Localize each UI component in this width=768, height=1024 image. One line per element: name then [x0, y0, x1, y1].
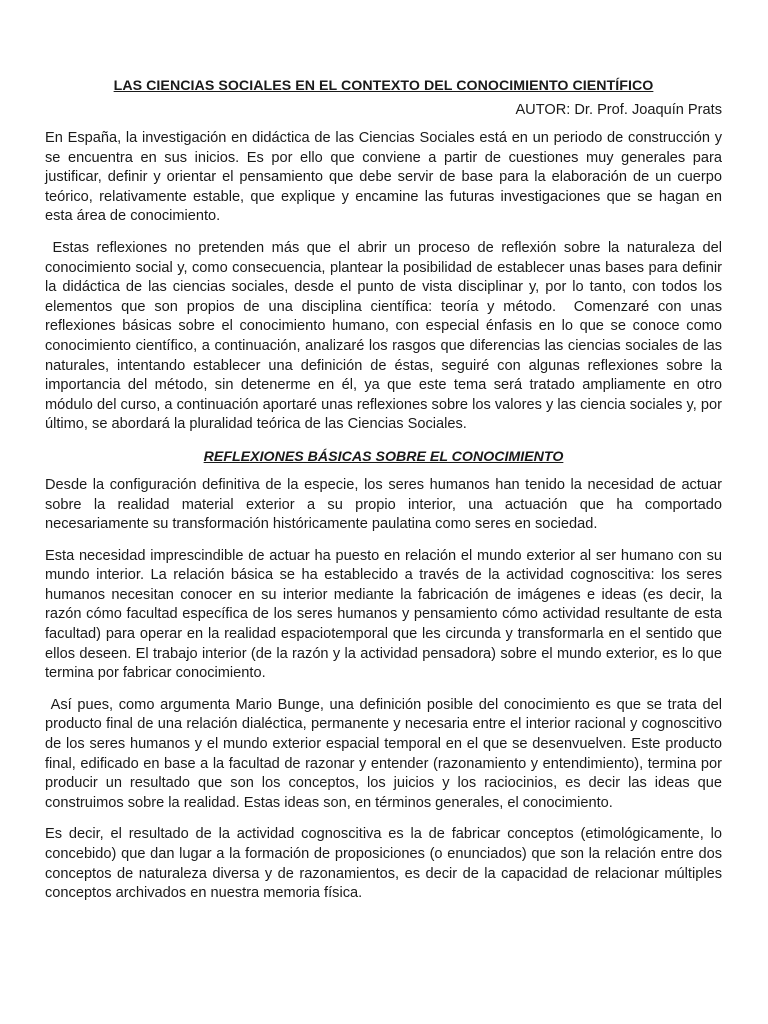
paragraph-intro-2: Estas reflexiones no pretenden más que el abrir un proceso de reflexión sobre la naturaleza del conocimiento social y, como consecuencia, plantear la posibilidad de establecer unas bases para definir la didáctica de las ciencias sociales, desde el punto de vista disciplinar y, por lo tanto, con todos los elementos que son propios de una disciplina científica: teoría y método. Comenzaré con unas reflexiones básicas sobre el conocimiento humano, con especial énfasis en lo que se conoce como conocimiento científico, a continuación, analizaré los rasgos que diferencias las ciencias sociales de las naturales, intentando establecer una definición de éstas, seguiré con algunas reflexiones sobre la importancia del método, sin detenerme en él, ya que este tema será tratado ampliamente en otro módulo del curso, a continuación aportaré unas reflexiones sobre los valores y las ciencia sociales y, por último, se abordará la pluralidad teórica de las Ciencias Sociales.: [45, 239, 727, 433]
section-title: REFLEXIONES BÁSICAS SOBRE EL CONOCIMIENTO: [203, 448, 564, 465]
document-page: [45, 76, 727, 916]
paragraph-section-3: Así pues, como argumenta Mario Bunge, una definición posible del conocimiento es que se trata del producto final de una relación dialéctica, permanente y necesaria entre el interior racional y cognoscitivo de los seres humanos y el mundo exterior espacial temporal en el que se desenvuelven. Este producto final, edificado en base a la facultad de razonar y entender (razonamiento y entendimiento), termina por producir un resultado que son los conceptos, los juicios y los raciocinios, es decir las ideas que construimos sobre la realidad. Estas ideas son, en términos generales, el conocimiento.: [45, 696, 727, 811]
paragraph-section-2: Esta necesidad imprescindible de actuar ha puesto en relación el mundo exterior al ser humano con su mundo interior. La relación básica se ha establecido a través de la actividad cognoscitiva: los seres humanos necesitan conocer en su interior mediante la fabricación de imágenes e ideas (es decir, la razón cómo facultad específica de los seres humanos y pensamiento cómo actividad resultante de esta facultad) para operar en la realidad espaciotemporal que les circunda y transformarla en el sentido que ellos deseen. El trabajo interior (de la razón y la actividad pensadora) sobre el mundo exterior, es lo que termina por fabricar conocimiento.: [45, 547, 722, 682]
document-title: LAS CIENCIAS SOCIALES EN EL CONTEXTO DEL CONOCIMIENTO CIENTÍFICO: [113, 78, 654, 94]
document-author: AUTOR: Dr. Prof. Joaquín Prats: [515, 102, 722, 118]
paragraph-section-1: Desde la configuración definitiva de la especie, los seres humanos han tenido la necesidad de actuar sobre la realidad material exterior a su propio interior, una actuación que ha comportado necesariamente su transformación históricamente paulatina como seres en sociedad.: [45, 476, 722, 533]
paragraph-intro-1: En España, la investigación en didáctica de las Ciencias Sociales está en un periodo de construcción y se encuentra en sus inicios. Es por ello que conviene a partir de cuestiones muy generales para justificar, definir y orientar el pensamiento que debe servir de base para la elaboración de un cuerpo teórico, relativamente estable, que explique y encamine las futuras investigaciones que se hagan en esta área de conocimiento.: [45, 130, 722, 225]
paragraph-section-4: Es decir, el resultado de la actividad cognoscitiva es la de fabricar conceptos (etimológicamente, lo concebido) que dan lugar a la formación de proposiciones (o enunciados) que son la relación entre dos conceptos de naturaleza diversa y de razonamientos, es decir de la capacidad de relacionar múltiples conceptos archivados en nuestra memoria física.: [45, 826, 722, 902]
